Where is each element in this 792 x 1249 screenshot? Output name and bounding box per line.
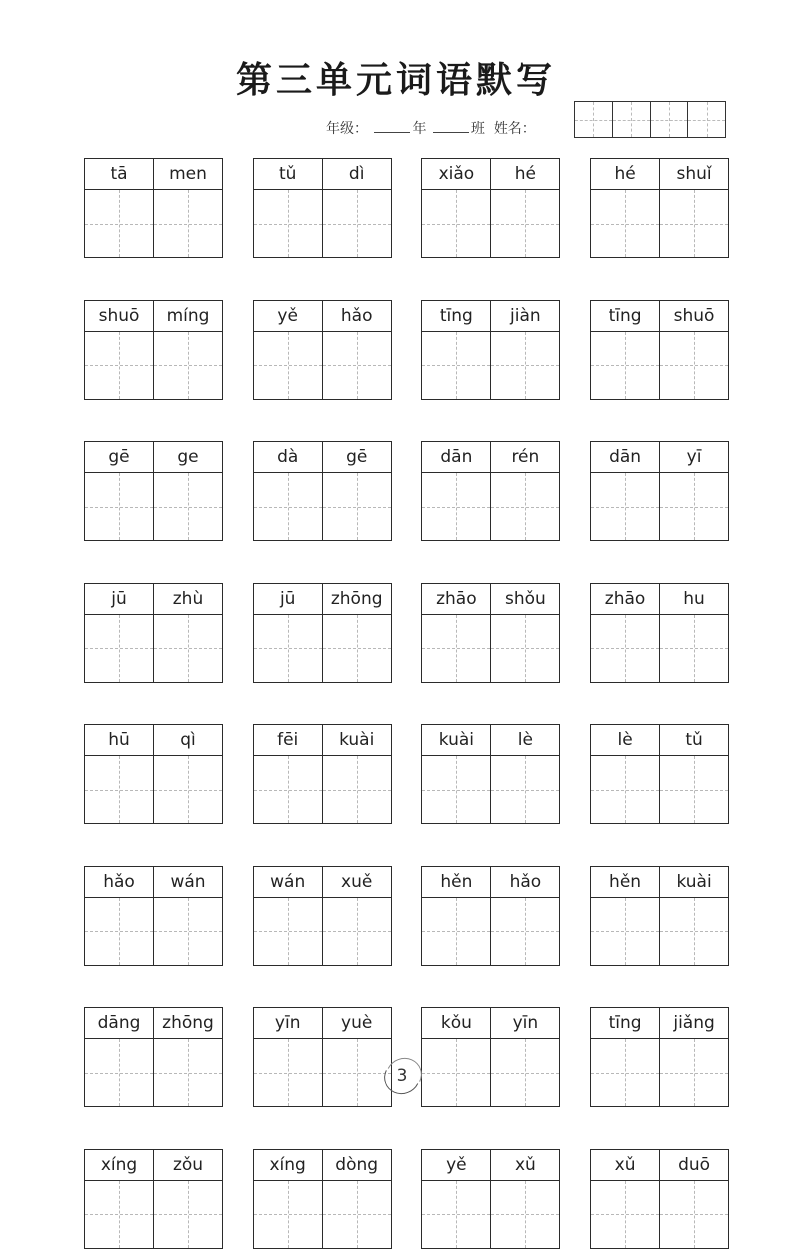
writing-row (422, 1181, 559, 1248)
word-cell (421, 583, 560, 683)
pinyin-syllable: tīng (422, 301, 491, 331)
page-number (382, 1058, 422, 1094)
character-writing-box[interactable] (254, 1039, 323, 1106)
character-writing-box[interactable] (422, 332, 491, 399)
character-writing-box[interactable] (591, 332, 660, 399)
pinyin-syllable: tǔ (254, 159, 323, 189)
character-writing-box[interactable] (323, 473, 391, 540)
pinyin-row (422, 867, 559, 898)
character-writing-box[interactable] (660, 332, 728, 399)
writing-row (85, 1181, 222, 1248)
class-label: 班 (470, 121, 485, 137)
page-number-ornament (381, 1053, 426, 1097)
name-label: 姓名： (493, 121, 536, 137)
pinyin-syllable: xǔ (591, 1150, 660, 1180)
pinyin-syllable: ge (177, 447, 199, 467)
pinyin-row (591, 442, 728, 473)
word-cell (253, 1149, 392, 1249)
pinyin-syllable: hū (85, 725, 154, 755)
character-writing-box[interactable] (323, 615, 391, 682)
character-writing-box[interactable] (591, 1039, 660, 1106)
pinyin-syllable: hé (591, 159, 660, 189)
pinyin-syllable: xuě (341, 871, 373, 892)
pinyin-syllable: kuài (339, 730, 375, 750)
writing-row (591, 756, 728, 823)
character-writing-box[interactable] (660, 756, 728, 823)
pinyin-syllable: xiǎo (422, 159, 491, 189)
pinyin-row (85, 1150, 222, 1181)
pinyin-syllable: wán (170, 871, 206, 892)
character-writing-box[interactable] (591, 190, 660, 257)
character-writing-box[interactable] (591, 615, 660, 682)
writing-row (254, 1181, 391, 1248)
character-writing-box[interactable] (491, 1181, 559, 1248)
pinyin-row (85, 725, 222, 756)
page-title: 第三单元词语默写 (235, 59, 556, 101)
writing-row (254, 190, 391, 257)
character-writing-box[interactable] (491, 756, 559, 823)
writing-row (422, 756, 559, 823)
character-writing-box[interactable] (323, 1039, 391, 1106)
word-cell (590, 441, 729, 541)
writing-row (591, 615, 728, 682)
pinyin-syllable: fēi (254, 725, 323, 755)
year-label: 年 (412, 121, 427, 137)
pinyin-syllable: hěn (422, 867, 491, 897)
character-writing-box[interactable] (660, 615, 728, 682)
word-cell (253, 1007, 392, 1107)
word-cell (421, 158, 560, 258)
writing-row (254, 1039, 391, 1106)
pinyin-syllable: yīn (512, 1013, 539, 1033)
character-writing-box[interactable] (422, 190, 491, 257)
pinyin-syllable: xíng (254, 1150, 323, 1180)
name-box[interactable] (688, 102, 725, 137)
character-writing-box[interactable] (154, 615, 222, 682)
character-writing-box[interactable] (254, 190, 323, 257)
writing-row (85, 615, 222, 682)
pinyin-syllable: zhāo (422, 584, 491, 614)
grade-blank[interactable] (374, 120, 410, 133)
word-cell (253, 300, 392, 400)
writing-row (422, 1039, 559, 1106)
writing-row (254, 473, 391, 540)
pinyin-row (422, 1008, 559, 1039)
writing-row (85, 190, 222, 257)
pinyin-syllable: zhù (172, 588, 204, 609)
pinyin-syllable: jiàn (510, 305, 541, 326)
pinyin-row (591, 159, 728, 190)
pinyin-syllable: hé (514, 164, 536, 184)
word-cell (590, 158, 729, 258)
writing-row (85, 898, 222, 965)
pinyin-syllable: lè (517, 730, 533, 750)
pinyin-syllable: gē (85, 442, 154, 472)
pinyin-syllable: xǔ (514, 1154, 536, 1175)
pinyin-row (422, 725, 559, 756)
character-writing-box[interactable] (85, 898, 154, 965)
name-box[interactable] (575, 102, 613, 137)
grade-label: 年级： (326, 121, 368, 137)
pinyin-row (591, 725, 728, 756)
writing-row (254, 898, 391, 965)
character-writing-box[interactable] (254, 473, 323, 540)
character-writing-box[interactable] (422, 1039, 491, 1106)
pinyin-row (254, 1008, 391, 1039)
character-writing-box[interactable] (323, 1181, 391, 1248)
pinyin-row (254, 725, 391, 756)
pinyin-syllable: dān (591, 442, 660, 472)
word-cell (421, 866, 560, 966)
pinyin-syllable: duō (678, 1154, 711, 1175)
pinyin-row (85, 301, 222, 332)
character-writing-box[interactable] (660, 898, 728, 965)
word-cell (421, 1149, 560, 1249)
pinyin-row (85, 159, 222, 190)
character-writing-box[interactable] (660, 190, 728, 257)
character-writing-box[interactable] (660, 1039, 728, 1106)
pinyin-row (422, 442, 559, 473)
word-cell (421, 441, 560, 541)
writing-row (254, 332, 391, 399)
writing-row (422, 332, 559, 399)
character-writing-box[interactable] (154, 332, 222, 399)
character-writing-box[interactable] (660, 473, 728, 540)
word-cell (253, 583, 392, 683)
pinyin-syllable: zhōng (162, 1013, 214, 1033)
pinyin-row (422, 301, 559, 332)
pinyin-syllable: hěn (591, 867, 660, 897)
character-writing-box[interactable] (154, 756, 222, 823)
writing-row (422, 615, 559, 682)
word-cell (421, 1007, 560, 1107)
pinyin-syllable: jū (254, 584, 323, 614)
pinyin-syllable: míng (166, 305, 210, 326)
word-cell (590, 724, 729, 824)
character-writing-box[interactable] (85, 190, 154, 257)
writing-row (422, 898, 559, 965)
word-cell (421, 724, 560, 824)
character-writing-box[interactable] (491, 332, 559, 399)
word-cell (84, 1149, 223, 1249)
character-writing-box[interactable] (422, 898, 491, 965)
pinyin-row (254, 867, 391, 898)
pinyin-syllable: yě (422, 1150, 491, 1180)
word-cell (84, 441, 223, 541)
pinyin-row (591, 584, 728, 615)
word-cell (84, 866, 223, 966)
character-writing-box[interactable] (591, 756, 660, 823)
pinyin-row (422, 1150, 559, 1181)
word-cell (590, 583, 729, 683)
character-writing-box[interactable] (85, 473, 154, 540)
pinyin-syllable: jiǎng (673, 1013, 715, 1033)
word-cell (590, 1149, 729, 1249)
writing-row (85, 473, 222, 540)
writing-row (591, 1039, 728, 1106)
writing-row (591, 332, 728, 399)
pinyin-syllable: yě (254, 301, 323, 331)
pinyin-syllable: zǒu (172, 1154, 204, 1175)
word-cell (253, 158, 392, 258)
name-box[interactable] (613, 102, 651, 137)
pinyin-syllable: yuè (341, 1013, 373, 1033)
pinyin-row (591, 1150, 728, 1181)
character-writing-box[interactable] (491, 190, 559, 257)
character-writing-box[interactable] (491, 615, 559, 682)
pinyin-syllable: shǒu (504, 588, 546, 609)
pinyin-syllable: shuō (673, 305, 715, 326)
character-writing-box[interactable] (591, 473, 660, 540)
character-writing-box[interactable] (85, 332, 154, 399)
pinyin-syllable: shuō (85, 301, 154, 331)
pinyin-syllable: tīng (591, 301, 660, 331)
character-writing-box[interactable] (491, 898, 559, 965)
name-box[interactable] (651, 102, 689, 137)
pinyin-row (85, 442, 222, 473)
character-writing-box[interactable] (591, 898, 660, 965)
pinyin-syllable: dāng (85, 1008, 154, 1038)
pinyin-syllable: tā (85, 159, 154, 189)
character-writing-box[interactable] (254, 332, 323, 399)
class-blank[interactable] (433, 120, 469, 133)
writing-row (254, 756, 391, 823)
character-writing-box[interactable] (154, 190, 222, 257)
pinyin-syllable: dì (348, 164, 365, 184)
pinyin-syllable: gē (346, 447, 368, 467)
pinyin-syllable: tǔ (685, 730, 703, 750)
pinyin-syllable: dòng (335, 1154, 379, 1175)
character-writing-box[interactable] (422, 756, 491, 823)
pinyin-syllable: lè (591, 725, 660, 755)
pinyin-row (591, 1008, 728, 1039)
writing-row (422, 473, 559, 540)
pinyin-syllable: kuài (422, 725, 491, 755)
character-writing-box[interactable] (491, 1039, 559, 1106)
pinyin-syllable: xíng (85, 1150, 154, 1180)
pinyin-syllable: qì (180, 730, 196, 750)
pinyin-row (591, 867, 728, 898)
character-writing-box[interactable] (85, 1181, 154, 1248)
character-writing-box[interactable] (422, 473, 491, 540)
character-writing-box[interactable] (660, 1181, 728, 1248)
character-writing-box[interactable] (254, 1181, 323, 1248)
character-writing-box[interactable] (491, 473, 559, 540)
writing-row (591, 473, 728, 540)
character-writing-box[interactable] (323, 756, 391, 823)
pinyin-syllable: men (169, 164, 207, 184)
pinyin-syllable: shuǐ (676, 164, 712, 184)
word-cell (84, 158, 223, 258)
pinyin-syllable: zhāo (591, 584, 660, 614)
word-cell (253, 866, 392, 966)
pinyin-syllable: yī (686, 447, 702, 467)
character-writing-box[interactable] (323, 898, 391, 965)
name-writing-boxes (574, 101, 726, 138)
writing-row (85, 756, 222, 823)
character-writing-box[interactable] (422, 615, 491, 682)
pinyin-syllable: zhōng (330, 588, 383, 609)
pinyin-row (254, 442, 391, 473)
writing-row (85, 332, 222, 399)
character-writing-box[interactable] (591, 1181, 660, 1248)
page-number-text: 3 (396, 1066, 408, 1086)
pinyin-row (254, 584, 391, 615)
writing-row (591, 1181, 728, 1248)
character-writing-box[interactable] (422, 1181, 491, 1248)
pinyin-row (422, 159, 559, 190)
pinyin-syllable: hu (683, 588, 705, 609)
character-writing-box[interactable] (85, 615, 154, 682)
pinyin-row (85, 1008, 222, 1039)
pinyin-syllable: kǒu (422, 1008, 491, 1038)
word-cell (253, 724, 392, 824)
character-writing-box[interactable] (154, 473, 222, 540)
word-cell (84, 300, 223, 400)
character-writing-box[interactable] (254, 898, 323, 965)
pinyin-row (254, 159, 391, 190)
pinyin-row (254, 301, 391, 332)
word-cell (590, 300, 729, 400)
pinyin-syllable: hǎo (85, 867, 154, 897)
character-writing-box[interactable] (154, 1181, 222, 1248)
student-info (326, 118, 536, 138)
word-cell (421, 300, 560, 400)
character-writing-box[interactable] (323, 190, 391, 257)
pinyin-row (591, 301, 728, 332)
character-writing-box[interactable] (85, 756, 154, 823)
word-cell (590, 866, 729, 966)
pinyin-syllable: wán (254, 867, 323, 897)
word-cell (84, 1007, 223, 1107)
pinyin-syllable: dà (254, 442, 323, 472)
pinyin-syllable: hǎo (509, 871, 542, 892)
writing-row (85, 1039, 222, 1106)
pinyin-row (85, 584, 222, 615)
writing-row (254, 615, 391, 682)
pinyin-row (85, 867, 222, 898)
pinyin-syllable: rén (511, 447, 540, 467)
writing-row (422, 190, 559, 257)
pinyin-syllable: dān (422, 442, 491, 472)
writing-row (591, 898, 728, 965)
character-writing-box[interactable] (154, 1039, 222, 1106)
character-writing-box[interactable] (254, 756, 323, 823)
character-writing-box[interactable] (323, 332, 391, 399)
word-cell (253, 441, 392, 541)
word-cell (590, 1007, 729, 1107)
pinyin-syllable: tīng (591, 1008, 660, 1038)
pinyin-syllable: yīn (254, 1008, 323, 1038)
word-cell (84, 583, 223, 683)
pinyin-syllable: jū (85, 584, 154, 614)
character-writing-box[interactable] (254, 615, 323, 682)
pinyin-row (422, 584, 559, 615)
character-writing-box[interactable] (154, 898, 222, 965)
writing-row (591, 190, 728, 257)
word-cell (84, 724, 223, 824)
pinyin-syllable: hǎo (340, 305, 373, 326)
pinyin-row (254, 1150, 391, 1181)
pinyin-syllable: kuài (676, 871, 712, 892)
character-writing-box[interactable] (85, 1039, 154, 1106)
